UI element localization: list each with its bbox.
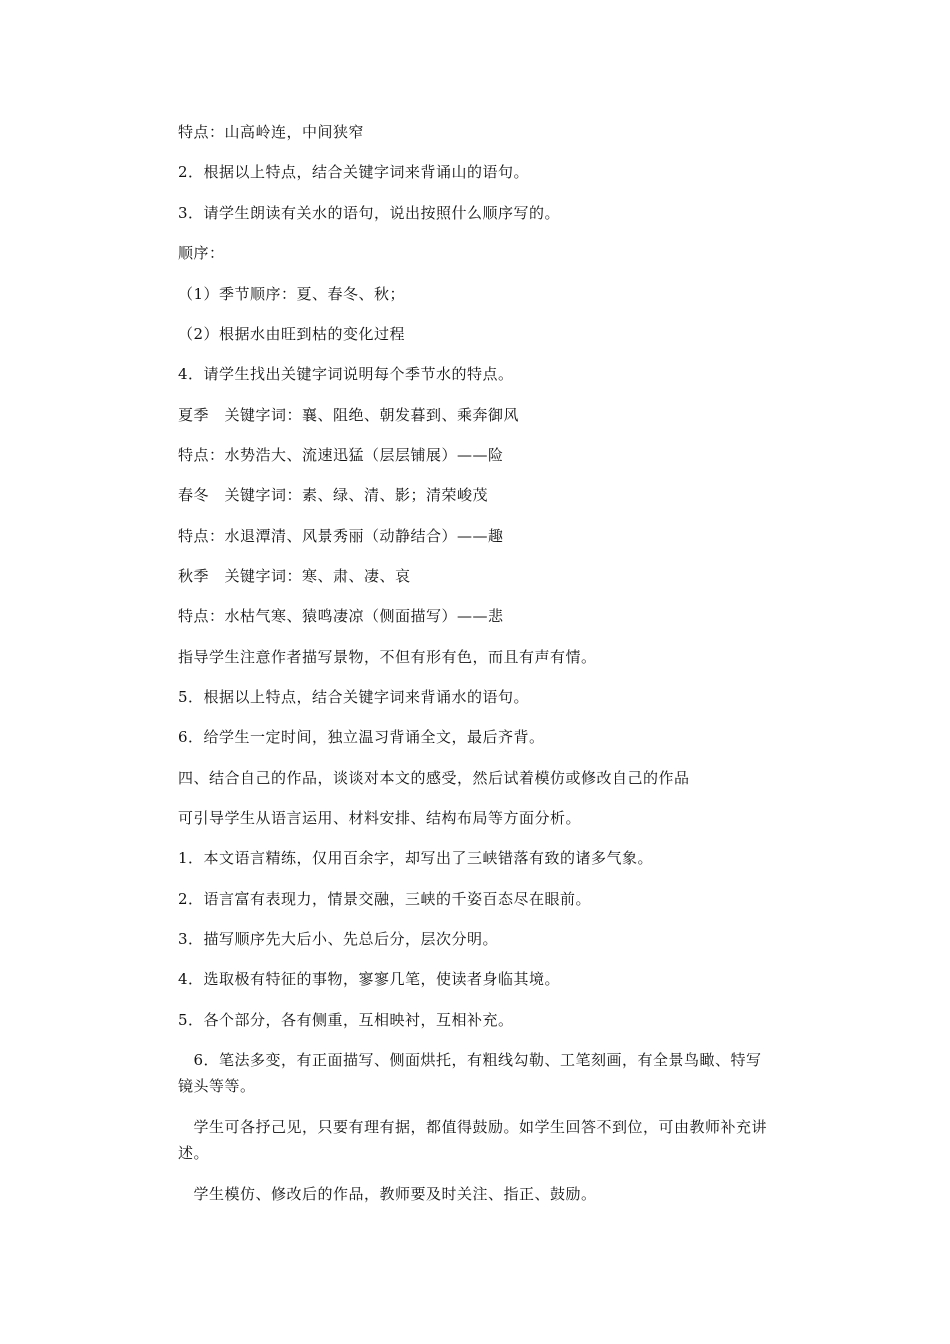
text-line: 3．描写顺序先大后小、先总后分，层次分明。 <box>178 930 499 948</box>
text-line: 特点：水枯气寒、猿鸣凄凉（侧面描写）——悲 <box>178 607 504 625</box>
text-line: 春冬 关键字词：素、绿、清、影；清荣峻茂 <box>178 486 489 504</box>
paragraph-line: 学生可各抒己见，只要有理有据，都值得鼓励。如学生回答不到位，可由教师补充讲 <box>178 1118 768 1136</box>
text-line: 特点：水退潭清、风景秀丽（动静结合）——趣 <box>178 527 504 545</box>
text-line: 4．选取极有特征的事物，寥寥几笔，使读者身临其境。 <box>178 970 561 988</box>
text-line: 四、结合自己的作品，谈谈对本文的感受，然后试着模仿或修改自己的作品 <box>178 769 690 787</box>
text-line: （1）季节顺序：夏、春冬、秋； <box>178 285 406 303</box>
paragraph-line: 6．笔法多变，有正面描写、侧面烘托，有粗线勾勒、工笔刻画，有全景鸟瞰、特写 <box>178 1051 762 1069</box>
text-line: 秋季 关键字词：寒、肃、凄、哀 <box>178 567 411 585</box>
text-line: 指导学生注意作者描写景物，不但有形有色，而且有声有情。 <box>178 648 597 666</box>
text-line: 4．请学生找出关键字词说明每个季节水的特点。 <box>178 365 514 383</box>
paragraph-line: 镜头等等。 <box>178 1077 256 1095</box>
text-line: 夏季 关键字词：襄、阻绝、朝发暮到、乘奔御风 <box>178 406 520 424</box>
text-line: 特点：山高岭连，中间狭窄 <box>178 123 365 141</box>
text-line: 5．根据以上特点，结合关键字词来背诵水的语句。 <box>178 688 530 706</box>
text-line: 3．请学生朗读有关水的语句，说出按照什么顺序写的。 <box>178 204 561 222</box>
text-line: 可引导学生从语言运用、材料安排、结构布局等方面分析。 <box>178 809 582 827</box>
text-line: 5．各个部分，各有侧重，互相映衬，互相补充。 <box>178 1011 514 1029</box>
paragraph-line: 述。 <box>178 1144 210 1162</box>
text-line: 1．本文语言精练，仅用百余字，却写出了三峡错落有致的诸多气象。 <box>178 849 654 867</box>
text-line: 顺序： <box>178 244 225 262</box>
text-line: （2）根据水由旺到枯的变化过程 <box>178 325 406 343</box>
paragraph-line: 学生模仿、修改后的作品，教师要及时关注、指正、鼓励。 <box>178 1185 597 1203</box>
text-line: 特点：水势浩大、流速迅猛（层层铺展）——险 <box>178 446 504 464</box>
text-line: 6．给学生一定时间，独立温习背诵全文，最后齐背。 <box>178 728 545 746</box>
text-line: 2．根据以上特点，结合关键字词来背诵山的语句。 <box>178 163 530 181</box>
text-line: 2．语言富有表现力，情景交融，三峡的千姿百态尽在眼前。 <box>178 890 592 908</box>
